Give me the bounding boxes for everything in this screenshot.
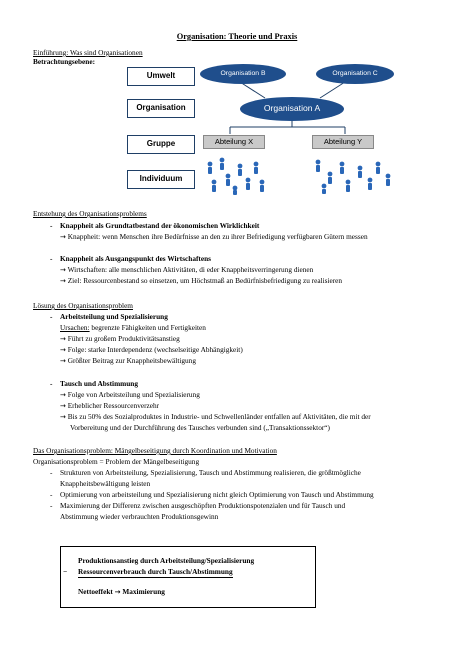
problem-bullet-3a: Maximierung der Differenz zwischen ausgeschöpften Produktionspotenzialen und für Tausch und [60, 501, 346, 510]
org-b-ellipse: Organisation B [200, 64, 286, 84]
person-icon [376, 162, 381, 174]
formula-result-row [78, 588, 165, 597]
arrow-right-icon: → [60, 266, 66, 274]
loesung-item1-line1: Führt zu großem Produktivitätsanstieg [67, 334, 180, 343]
entstehung-item2-line1: Wirtschaften: alle menschlichen Aktivitäten, di eder Knappheitsverringerung dienen [67, 265, 314, 274]
arrow-right-icon: → [60, 335, 66, 343]
loesung-item2-line1: Folge von Arbeitsteilung und Spezialisierung [67, 390, 200, 399]
entstehung-item1-line1-row [60, 233, 368, 242]
bullet-dash: - [50, 221, 53, 230]
formula-line1: Produktionsanstieg durch Arbeitsteilung/Spezialisierung [78, 556, 255, 565]
level-individuum: Individuum [127, 170, 195, 189]
arrow-right-icon: → [60, 391, 66, 399]
formula-minus: − [63, 567, 68, 576]
loesung-item1-line2: Folge: starke Interdependenz (wechselseitige Abhängigkeit) [67, 345, 243, 354]
problem-bullet-1b: Knappheitsbewältigung leisten [60, 479, 151, 488]
dept-x-box: Abteilung X [203, 135, 265, 149]
entstehung-item2-line1-row [60, 266, 313, 275]
problem-heading: Das Organisationsproblem: Mängelbeseitigung durch Koordination und Motivation [33, 446, 277, 455]
loesung-item1-line1-row [60, 335, 180, 344]
problem-definition: Organisationsproblem = Problem der Mängelbeseitigung [33, 457, 200, 466]
arrow-right-icon: → [60, 357, 66, 365]
bullet-dash: - [50, 254, 53, 263]
bullet-dash: - [50, 501, 53, 510]
arrow-right-icon: → [60, 277, 66, 285]
loesung-item2-line3a: Bis zu 50% des Sozialproduktes in Industrie- und Schwellenländer entfallen auf Aktivitäten, die mit der [67, 412, 371, 421]
person-icon [316, 160, 321, 172]
loesung-item2-title: Tausch und Abstimmung [60, 379, 139, 388]
loesung-item1-title: Arbeitsteilung und Spezialisierung [60, 312, 168, 321]
arrow-right-icon: → [60, 402, 66, 410]
intro-heading: Einführung: Was sind Organisationen [33, 48, 143, 57]
org-c-ellipse: Organisation C [316, 64, 394, 84]
entstehung-item2-title: Knappheit als Ausgangspunkt des Wirtschaftens [60, 254, 211, 263]
person-icon [212, 180, 217, 192]
formula-line2: Ressourcenverbrauch durch Tausch/Abstimmung [78, 568, 233, 578]
bullet-dash: - [50, 379, 53, 388]
arrow-right-icon: → [60, 233, 66, 241]
arrow-right-icon: → [114, 588, 121, 596]
problem-bullet-2a: Optimierung von arbeitsteilung und Spezialisierung nicht gleich Optimierung von Tausch und Abstimmung [60, 490, 374, 499]
person-icon [220, 158, 225, 170]
person-icon [340, 162, 345, 174]
loesung-item1-line2-row [60, 346, 243, 355]
person-icon [246, 178, 251, 190]
formula-result-label: Nettoeffekt [78, 587, 113, 596]
loesung-item2-line2: Erheblicher Ressourcenverzehr [67, 401, 160, 410]
entstehung-item1-title: Knappheit als Grundtatbestand der ökonomischen Wirklichkeit [60, 221, 260, 230]
entstehung-item2-line2: Ziel: Ressourcenbestand so einsetzen, um Höchstmaß an Bedürfnisbefriedigung zu realisieren [67, 276, 343, 285]
page-title: Organisation: Theorie und Praxis [176, 32, 298, 41]
ursachen-text: begrenzte Fähigkeiten und Fertigkeiten [89, 323, 206, 332]
people-icons [200, 152, 400, 196]
loesung-item2-line1-row [60, 391, 200, 400]
person-icon [386, 174, 391, 186]
arrow-right-icon: → [60, 413, 66, 421]
person-icon [368, 178, 373, 190]
bullet-dash: - [50, 490, 53, 499]
person-icon [208, 162, 213, 174]
problem-bullet-3b: Abstimmung wieder verbrauchten Produktionsgewinn [60, 512, 219, 521]
ursachen-label: Ursachen: [60, 323, 90, 332]
arrow-right-icon: → [60, 346, 66, 354]
loesung-item2-line3-row [60, 413, 371, 422]
person-icon [254, 162, 259, 174]
bullet-dash: - [50, 312, 53, 321]
loesung-item2-line2-row [60, 402, 159, 411]
intro-subheading: Betrachtungsebene: [33, 57, 96, 66]
dept-y-box: Abteilung Y [312, 135, 374, 149]
person-icon [328, 172, 333, 184]
bullet-dash: - [50, 468, 53, 477]
person-icon [233, 186, 238, 195]
loesung-item1-line3-row [60, 357, 196, 366]
loesung-ursachen-row [60, 324, 206, 332]
entstehung-item1-line1: Knappheit: wenn Menschen ihre Bedürfnisse an den zu ihrer Befriedigung verfügbaren Gütern messen [67, 232, 368, 241]
level-gruppe: Gruppe [127, 135, 195, 154]
person-icon [260, 180, 265, 192]
entstehung-item2-line2-row [60, 277, 342, 286]
person-icon [358, 166, 363, 178]
problem-bullet-1a: Strukturen von Arbeitsteilung, Spezialisierung, Tausch und Abstimmung realisieren, die größtmögliche [60, 468, 361, 477]
org-a-ellipse: Organisation A [240, 97, 344, 121]
entstehung-heading: Entstehung des Organisationsproblems [33, 209, 147, 218]
loesung-item2-line3b: Vorbereitung und der Durchführung des Tausches verbunden sind („Transaktionssektor“) [70, 423, 330, 432]
level-organisation: Organisation [127, 99, 195, 118]
person-icon [238, 164, 243, 176]
person-icon [346, 180, 351, 192]
loesung-heading: Lösung des Organisationsproblem [33, 301, 133, 310]
loesung-item1-line3: Größter Beitrag zur Knappheitsbewältigung [67, 356, 196, 365]
person-icon [226, 174, 231, 186]
formula-result-value: Maximierung [122, 587, 165, 596]
level-umwelt: Umwelt [127, 67, 195, 86]
person-icon [322, 184, 327, 194]
